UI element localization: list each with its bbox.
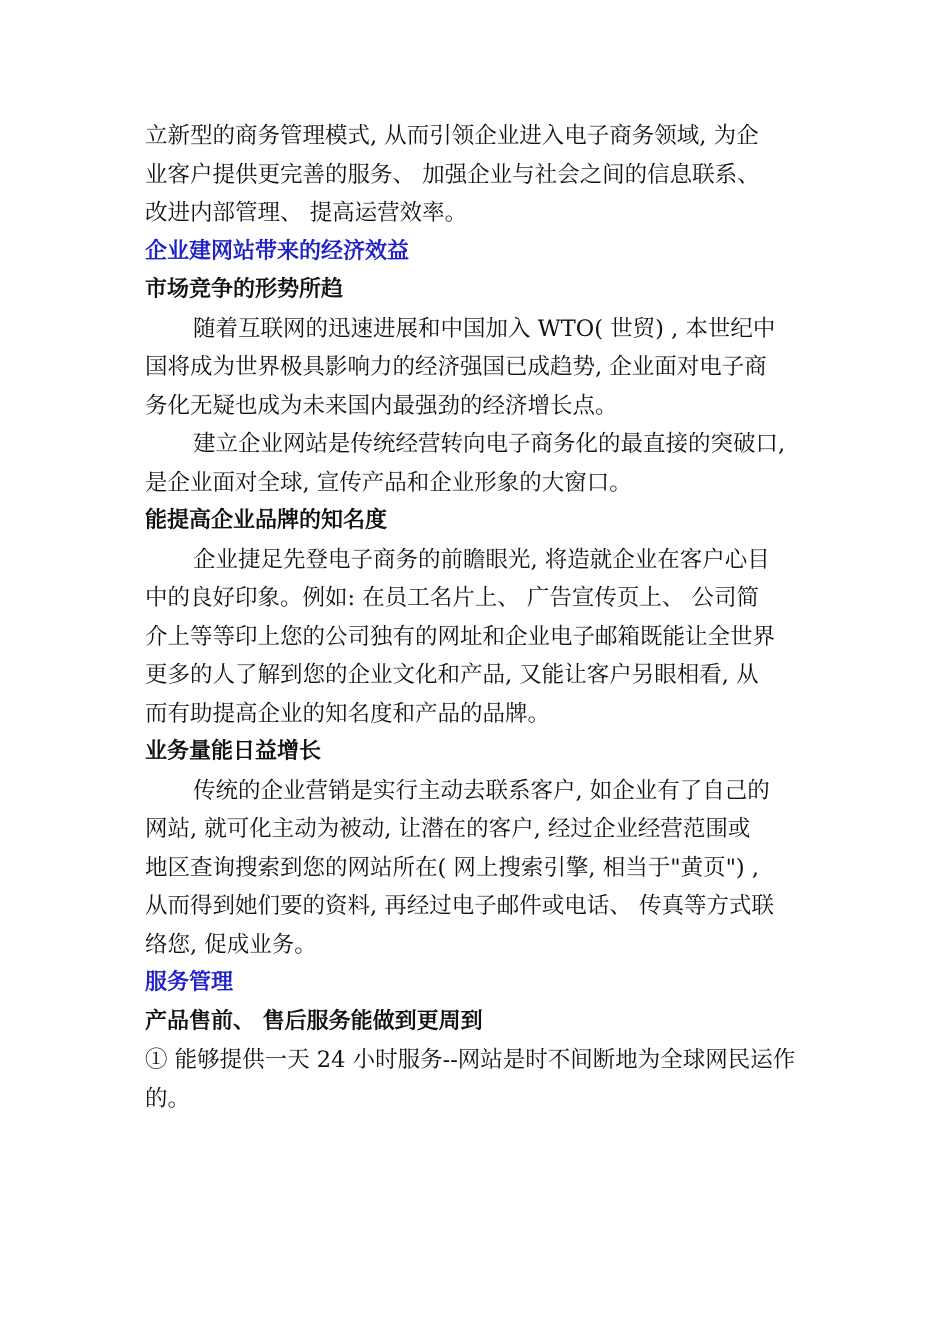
text-line: 国将成为世界极具影响力的经济强国已成趋势, 企业面对电子商 (145, 354, 767, 380)
subheading-brand-awareness: 能提高企业品牌的知名度 (145, 508, 388, 533)
text-line: 的。 (145, 1085, 191, 1112)
text-line: 务化无疑也成为未来国内最强劲的经济增长点。 (145, 392, 618, 419)
text-line: 地区查询搜索到您的网站所在( 网上搜索引擎, 相当于"黄页") , (145, 854, 760, 881)
text-line: 立新型的商务管理模式, 从而引领企业进入电子商务领域, 为企 (145, 123, 759, 149)
text-line: 是企业面对全球, 宣传产品和企业形象的大窗口。 (145, 469, 632, 496)
subheading-business-growth: 业务量能日益增长 (145, 739, 322, 764)
text-line: ① 能够提供一天 24 小时服务--网站是时不间断地为全球网民运作 (145, 1047, 796, 1073)
text-line: 网站, 就可化主动为被动, 让潜在的客户, 经过企业经营范围或 (145, 816, 751, 842)
text-line: 建立企业网站是传统经营转向电子商务化的最直接的突破口, (193, 431, 786, 457)
brand-paragraph (145, 541, 810, 734)
market-paragraph-1 (145, 310, 810, 426)
text-line: 改进内部管理、 提高运营效率。 (145, 200, 468, 226)
section-heading-economic-benefits: 企业建网站带来的经济效益 (145, 238, 410, 264)
section-heading-service-management: 服务管理 (145, 970, 234, 995)
document-page (145, 117, 810, 1118)
text-line: 而有助提高企业的知名度和产品的品牌。 (145, 700, 551, 727)
market-paragraph-2 (145, 425, 810, 502)
subheading-market-trend: 市场竞争的形势所趋 (145, 277, 344, 302)
text-line: 随着互联网的迅速进展和中国加入 WTO( 世贸) , 本世纪中 (193, 315, 776, 342)
growth-paragraph (145, 772, 810, 965)
text-line: 中的良好印象。例如: 在员工名片上、 广告宣传页上、 公司简 (145, 585, 760, 611)
service-24h-paragraph (145, 1041, 810, 1118)
intro-paragraph (145, 117, 810, 233)
text-line: 从而得到她们要的资料, 再经过电子邮件或电话、 传真等方式联 (145, 893, 774, 919)
text-line: 更多的人了解到您的企业文化和产品, 又能让客户另眼相看, 从 (145, 662, 759, 688)
text-line: 企业捷足先登电子商务的前瞻眼光, 将造就企业在客户心目 (193, 546, 770, 573)
text-line: 介上等等印上您的公司独有的网址和企业电子邮箱既能让全世界 (145, 623, 776, 650)
text-line: 传统的企业营销是实行主动去联系客户, 如企业有了自己的 (193, 777, 770, 804)
subheading-presale-aftersale: 产品售前、 售后服务能做到更周到 (145, 1008, 483, 1034)
text-line: 络您, 促成业务。 (145, 931, 317, 958)
text-line: 业客户提供更完善的服务、 加强企业与社会之间的信息联系、 (145, 161, 760, 188)
